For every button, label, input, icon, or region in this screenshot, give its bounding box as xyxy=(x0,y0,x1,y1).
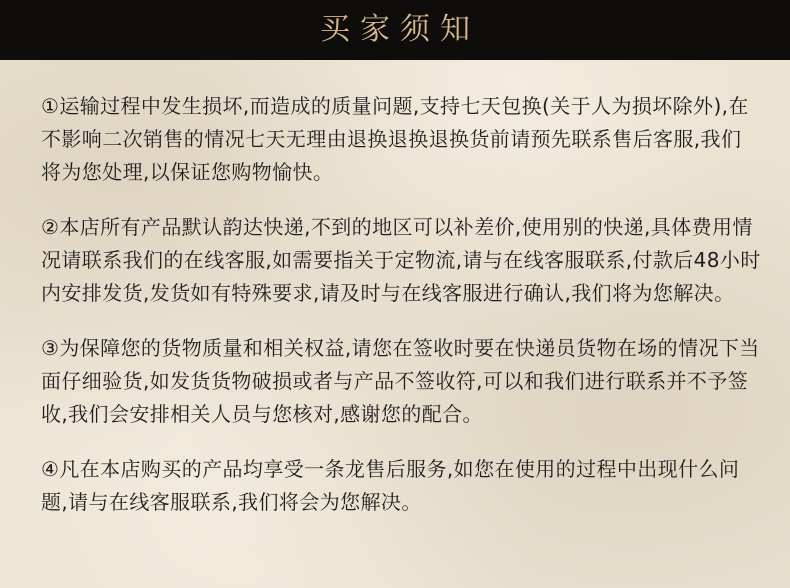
notice-item-damage-return: ①运输过程中发生损坏,而造成的质量问题,支持七天包换(关于人为损坏除外),在不影响二次销售的情况七天无理由退换退换退换货前请预先联系售后客服,我们将为您处理,以保证您购物愉快。 xyxy=(41,94,749,184)
notice-item-shipping: ②本店所有产品默认韵达快递,不到的地区可以补差价,使用别的快递,具体费用情况请联系我们的在线客服,如需要指关于定物流,请与在线客服联系,付款后48小时内安排发货,发货如有特殊要求,请及时与在线客服进行确认,我们将为您解决。 xyxy=(41,215,761,305)
page-title: 买家须知 xyxy=(320,12,480,47)
notice-item-after-sales: ④凡在本店购买的产品均享受一条龙售后服务,如您在使用的过程中出现什么问题,请与在线客服联系,我们将会为您解决。 xyxy=(41,457,740,514)
notice-item-inspection: ③为保障您的货物质量和相关权益,请您在签收时要在快递员货物在场的情况下当面仔细验货,如发货货物破损或者与产品不签收符,可以和我们进行联系并不予签收,我们会安排相关人员与您核对,感谢您的配合。 xyxy=(41,336,760,426)
notice-list xyxy=(41,90,761,541)
header-banner xyxy=(0,0,790,60)
